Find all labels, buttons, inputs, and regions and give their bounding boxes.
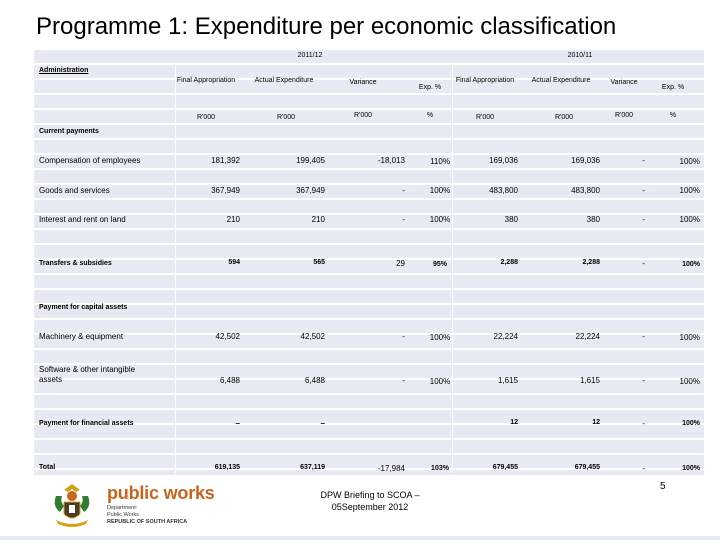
table-cell: 619,135 bbox=[214, 464, 240, 471]
table-cell: 42,502 bbox=[215, 332, 240, 341]
unit-cell: % bbox=[669, 112, 677, 119]
coat-of-arms-logo bbox=[50, 482, 94, 535]
table-cell: 380 bbox=[504, 215, 518, 224]
row-label: Goods and services bbox=[39, 186, 110, 195]
col-actual-expenditure-2010: Actual Expenditure bbox=[531, 77, 591, 84]
table-cell: 169,036 bbox=[571, 156, 600, 165]
table-cell: 100% bbox=[679, 215, 700, 224]
row-label: Machinery & equipment bbox=[39, 332, 124, 341]
col-exp-pct-2010: Exp. % bbox=[661, 84, 685, 91]
table-cell: 679,455 bbox=[574, 464, 600, 471]
table-cell: 100% bbox=[429, 377, 451, 386]
row-label: Payment for capital assets bbox=[39, 304, 128, 311]
row-label: Interest and rent on land bbox=[39, 215, 126, 224]
table-cell: 210 bbox=[311, 215, 325, 224]
table-cell: 100% bbox=[429, 215, 451, 224]
table-cell: - bbox=[642, 464, 645, 473]
table-cell: 95% bbox=[432, 261, 447, 268]
table-cell: 22,224 bbox=[493, 332, 518, 341]
unit-cell: R'000 bbox=[614, 112, 634, 119]
table-cell: 1,615 bbox=[497, 376, 518, 385]
table-cell: 367,949 bbox=[296, 186, 325, 195]
page-number: 5 bbox=[660, 481, 666, 492]
country-name: REPUBLIC OF SOUTH AFRICA bbox=[107, 519, 188, 525]
footer-caption bbox=[300, 489, 440, 513]
row-label: Software & other intangible assets bbox=[39, 365, 136, 385]
table-cell: - bbox=[642, 156, 645, 165]
row-label: Transfers & subsidies bbox=[39, 260, 112, 267]
table-cell: 100% bbox=[429, 333, 451, 342]
public-works-logo-text: public works bbox=[107, 483, 215, 503]
table-cell: 637,119 bbox=[300, 464, 325, 471]
column-divider bbox=[452, 63, 453, 473]
table-cell: 594 bbox=[228, 259, 240, 266]
table-cell: 199,405 bbox=[296, 156, 325, 165]
table-cell: 210 bbox=[226, 215, 240, 224]
unit-cell: R'000 bbox=[276, 114, 296, 121]
table-cell: 565 bbox=[313, 259, 325, 266]
table-cell: 483,800 bbox=[489, 186, 518, 195]
table-cell: 100% bbox=[679, 157, 700, 166]
unit-cell: R'000 bbox=[196, 114, 216, 121]
table-cell: - bbox=[642, 332, 645, 341]
unit-cell: % bbox=[426, 112, 434, 119]
unit-cell: R'000 bbox=[353, 112, 373, 119]
year-header-2010: 2010/11 bbox=[567, 52, 593, 59]
table-cell: 100% bbox=[679, 186, 700, 195]
table-cell: 42,502 bbox=[300, 332, 325, 341]
col-final-appropriation-2010: Final Appropriation bbox=[455, 77, 515, 84]
table-cell: 103% bbox=[431, 465, 449, 472]
table-cell: 367,949 bbox=[211, 186, 240, 195]
col-variance-2011: Variance bbox=[349, 79, 377, 86]
table-cell: 2,288 bbox=[582, 259, 600, 266]
table-cell: 100% bbox=[682, 465, 700, 472]
table-cell: 100% bbox=[682, 420, 700, 427]
table-cell: 22,224 bbox=[575, 332, 600, 341]
row-label: Payment for financial assets bbox=[39, 420, 134, 427]
table-cell: - bbox=[402, 376, 405, 385]
table-cell: -18,013 bbox=[377, 156, 405, 165]
row-label-total: Total bbox=[39, 464, 56, 471]
department-name: Public Works bbox=[107, 512, 139, 518]
table-cell: 100% bbox=[429, 186, 451, 195]
footer-line-1: DPW Briefing to SCOA – bbox=[320, 490, 420, 500]
table-cell: – bbox=[235, 419, 240, 428]
table-cell: 100% bbox=[679, 333, 700, 342]
table-cell: 29 bbox=[396, 259, 405, 268]
table-cell: -17,984 bbox=[377, 464, 405, 473]
table-cell: 6,488 bbox=[219, 376, 240, 385]
table-cell: 2,288 bbox=[500, 259, 518, 266]
table-cell: - bbox=[402, 186, 405, 195]
bottom-divider bbox=[0, 536, 720, 540]
table-cell: - bbox=[642, 419, 645, 428]
table-cell: 110% bbox=[430, 157, 450, 166]
unit-cell: R'000 bbox=[554, 114, 574, 121]
footer-line-2: 05September 2012 bbox=[331, 502, 409, 513]
table-cell: 1,615 bbox=[579, 376, 600, 385]
table-cell: 679,455 bbox=[492, 464, 518, 471]
table-cell: 483,800 bbox=[571, 186, 600, 195]
table-cell: 380 bbox=[586, 215, 600, 224]
unit-cell: R'000 bbox=[475, 114, 495, 121]
table-cell: 100% bbox=[682, 261, 700, 268]
column-divider bbox=[175, 63, 176, 473]
col-exp-pct-2011: Exp. % bbox=[418, 84, 442, 91]
col-final-appropriation-2011: Final Appropriation bbox=[176, 77, 236, 84]
section-label: Administration bbox=[39, 67, 89, 74]
col-variance-2010: Variance bbox=[610, 79, 638, 86]
table-cell: - bbox=[402, 332, 405, 341]
page-title: Programme 1: Expenditure per economic classification bbox=[36, 13, 617, 40]
year-header-2011: 2011/12 bbox=[297, 52, 323, 59]
row-label-current-payments: Current payments bbox=[39, 128, 99, 135]
table-cell: 100% bbox=[679, 377, 700, 386]
table-cell: 6,488 bbox=[304, 376, 325, 385]
row-label: Compensation of employees bbox=[39, 156, 141, 165]
table-cell: - bbox=[642, 215, 645, 224]
table-cell: - bbox=[642, 259, 645, 268]
table-cell: – bbox=[320, 419, 325, 428]
table-cell: 181,392 bbox=[211, 156, 240, 165]
table-cell: 12 bbox=[592, 419, 600, 426]
department-subtitle bbox=[107, 505, 187, 526]
table-cell: 169,036 bbox=[489, 156, 518, 165]
col-actual-expenditure-2011: Actual Expenditure bbox=[254, 77, 314, 84]
table-cell: - bbox=[402, 215, 405, 224]
department-label: Department: bbox=[107, 505, 138, 511]
table-cell: 12 bbox=[510, 419, 518, 426]
table-cell: - bbox=[642, 376, 645, 385]
table-cell: - bbox=[642, 186, 645, 195]
